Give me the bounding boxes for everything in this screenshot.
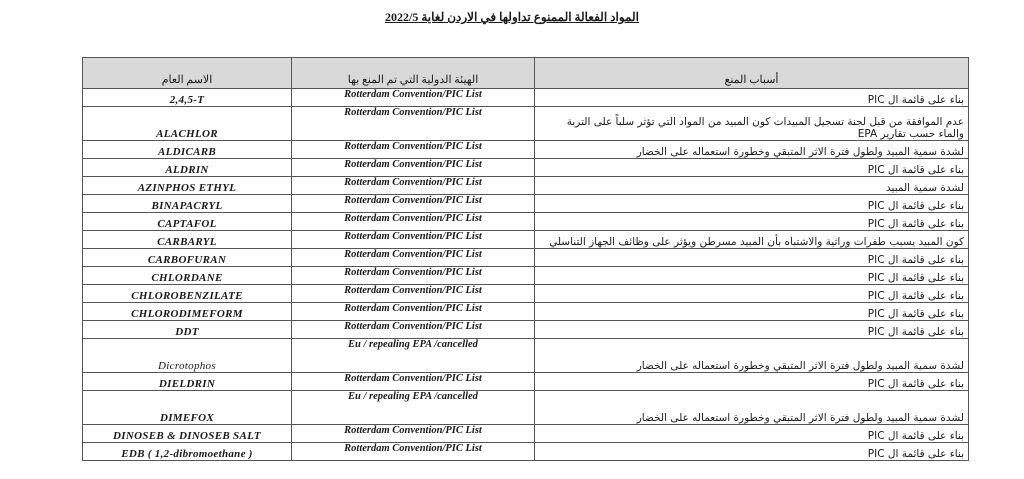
pesticide-name: AZINPHOS ETHYL: [83, 177, 292, 195]
pesticide-name: CARBARYL: [83, 231, 292, 249]
table-row: [83, 339, 969, 373]
table-row: [83, 425, 969, 443]
international-body: Rotterdam Convention/PIC List: [292, 141, 535, 159]
pesticide-name: DINOSEB & DINOSEB SALT: [83, 425, 292, 443]
ban-reason: بناء على قائمة ال PIC: [535, 267, 969, 285]
table-row: [83, 391, 969, 425]
international-body: Rotterdam Convention/PIC List: [292, 267, 535, 285]
table-row: [83, 249, 969, 267]
ban-reason: بناء على قائمة ال PIC: [535, 373, 969, 391]
pesticide-name: CHLORODIMEFORM: [83, 303, 292, 321]
page-title: المواد الفعالة الممنوع تداولها في الاردن لغاية 2022/5: [385, 10, 639, 24]
pesticide-name: DIELDRIN: [83, 373, 292, 391]
ban-reason: بناء على قائمة ال PIC: [535, 443, 969, 461]
ban-reason: لشدة سمية المبيد ولطول فترة الاثر المتبقي وخطورة استعماله على الخضار: [535, 141, 969, 159]
international-body: Rotterdam Convention/PIC List: [292, 303, 535, 321]
pesticide-name: CARBOFURAN: [83, 249, 292, 267]
pesticide-name: CHLOROBENZILATE: [83, 285, 292, 303]
table-row: [83, 303, 969, 321]
international-body: Rotterdam Convention/PIC List: [292, 425, 535, 443]
international-body: Rotterdam Convention/PIC List: [292, 195, 535, 213]
table-row: [83, 177, 969, 195]
ban-reason: بناء على قائمة ال PIC: [535, 303, 969, 321]
ban-reason: بناء على قائمة ال PIC: [535, 195, 969, 213]
banned-pesticides-table: [82, 57, 969, 461]
table-row: [83, 267, 969, 285]
table-row: [83, 231, 969, 249]
ban-reason: بناء على قائمة ال PIC: [535, 89, 969, 107]
pesticide-name: Dicrotophos: [83, 339, 292, 373]
international-body: Rotterdam Convention/PIC List: [292, 107, 535, 141]
ban-reason: بناء على قائمة ال PIC: [535, 425, 969, 443]
ban-reason: بناء على قائمة ال PIC: [535, 321, 969, 339]
ban-reason: لشدة سمية المبيد ولطول فترة الاثر المتبقي وخطورة استعماله على الخضار: [535, 339, 969, 373]
table-header-row: [83, 58, 969, 89]
international-body: Eu / repealing EPA /cancelled: [292, 339, 535, 373]
pesticide-name: 2,4,5-T: [83, 89, 292, 107]
pesticide-name: CAPTAFOL: [83, 213, 292, 231]
table-row: [83, 159, 969, 177]
international-body: Rotterdam Convention/PIC List: [292, 249, 535, 267]
pesticide-name: DDT: [83, 321, 292, 339]
ban-reason: عدم الموافقة من قبل لجنة تسجيل المبيدات كون المبيد من المواد التي تؤثر سلباً على التربة والماء حسب تقارير EPA: [535, 107, 969, 141]
table-row: [83, 285, 969, 303]
ban-reason: بناء على قائمة ال PIC: [535, 159, 969, 177]
international-body: Rotterdam Convention/PIC List: [292, 443, 535, 461]
international-body: Rotterdam Convention/PIC List: [292, 177, 535, 195]
international-body: Rotterdam Convention/PIC List: [292, 373, 535, 391]
international-body: Rotterdam Convention/PIC List: [292, 159, 535, 177]
table-row: [83, 107, 969, 141]
table-row: [83, 321, 969, 339]
international-body: Rotterdam Convention/PIC List: [292, 213, 535, 231]
ban-reason: لشدة سمية المبيد ولطول فترة الاثر المتبقي وخطورة استعماله على الخضار: [535, 391, 969, 425]
pesticide-name: BINAPACRYL: [83, 195, 292, 213]
international-body: Rotterdam Convention/PIC List: [292, 231, 535, 249]
pesticide-name: ALDICARB: [83, 141, 292, 159]
table-row: [83, 213, 969, 231]
table-row: [83, 89, 969, 107]
ban-reason: كون المبيد يسبب طفرات وراثية والاشتباه بأن المبيد مسرطن ويؤثر على وظائف الجهاز التناسلي: [535, 231, 969, 249]
table-row: [83, 141, 969, 159]
pesticide-name: DIMEFOX: [83, 391, 292, 425]
ban-reason: بناء على قائمة ال PIC: [535, 213, 969, 231]
header-international-body: الهيئة الدولية التي تم المنع بها: [292, 58, 535, 89]
international-body: Rotterdam Convention/PIC List: [292, 321, 535, 339]
pesticide-name: ALDRIN: [83, 159, 292, 177]
international-body: Rotterdam Convention/PIC List: [292, 89, 535, 107]
ban-reason: لشدة سمية المبيد: [535, 177, 969, 195]
pesticide-name: EDB ( 1,2-dibromoethane ): [83, 443, 292, 461]
header-common-name: الاسم العام: [83, 58, 292, 89]
pesticide-name: ALACHLOR: [83, 107, 292, 141]
table-row: [83, 443, 969, 461]
ban-reason: بناء على قائمة ال PIC: [535, 249, 969, 267]
table-row: [83, 195, 969, 213]
header-ban-reasons: أسباب المنع: [535, 58, 969, 89]
pesticide-name: CHLORDANE: [83, 267, 292, 285]
table-row: [83, 373, 969, 391]
ban-reason: بناء على قائمة ال PIC: [535, 285, 969, 303]
international-body: Eu / repealing EPA /cancelled: [292, 391, 535, 425]
international-body: Rotterdam Convention/PIC List: [292, 285, 535, 303]
